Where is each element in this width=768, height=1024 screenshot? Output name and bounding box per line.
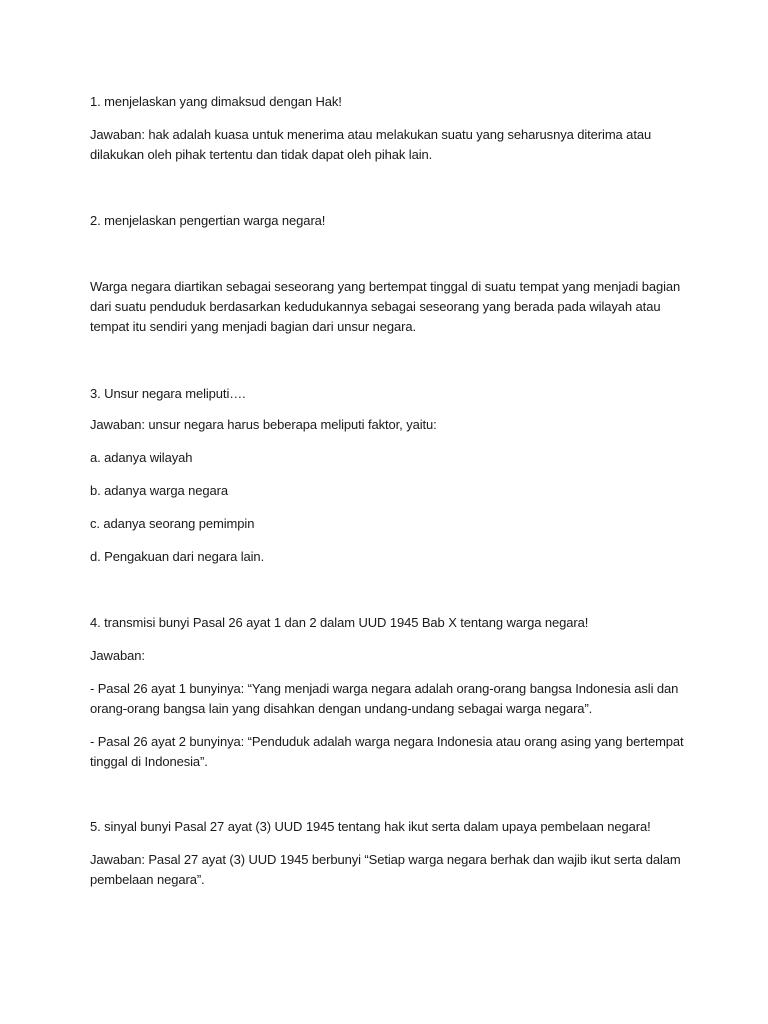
question-3: 3. Unsur negara meliputi…. [90,386,246,401]
answer-2: Warga negara diartikan sebagai seseorang yang bertempat tinggal di suatu tempat yang menjadi bagian dari suatu penduduk berdasarkan kedudukannya sebagai seseorang yang berada pada wilayah atau tempat itu sendiri yang menjadi bagian dari unsur negara. [90,279,681,334]
answer-3-intro: Jawaban: unsur negara harus beberapa meliputi faktor, yaitu: [90,417,437,432]
question-2: 2. menjelaskan pengertian warga negara! [90,213,326,228]
answer-5: Jawaban: Pasal 27 ayat (3) UUD 1945 berbunyi “Setiap warga negara berhak dan wajib ikut serta dalam pembelaan negara”. [90,852,681,887]
answer-4-label: Jawaban: [90,648,145,663]
question-4: 4. transmisi bunyi Pasal 26 ayat 1 dan 2 dalam UUD 1945 Bab X tentang warga negara! [90,615,589,630]
answer-3-item-a: a. adanya wilayah [90,450,193,465]
answer-4-pasal-26-ayat-1: - Pasal 26 ayat 1 bunyinya: “Yang menjadi warga negara adalah orang-orang bangsa Indonesia asli dan orang-orang bangsa lain yang disahkan dengan undang-undang sebagai warga negara”. [90,681,679,716]
answer-1: Jawaban: hak adalah kuasa untuk menerima atau melakukan suatu yang seharusnya diterima atau dilakukan oleh pihak tertentu dan tidak dapat oleh pihak lain. [90,127,652,162]
answer-3-item-c: c. adanya seorang pemimpin [90,516,255,531]
question-1: 1. menjelaskan yang dimaksud dengan Hak! [90,94,342,109]
answer-3-item-b: b. adanya warga negara [90,483,229,498]
question-5: 5. sinyal bunyi Pasal 27 ayat (3) UUD 1945 tentang hak ikut serta dalam upaya pembelaan negara! [90,819,651,834]
answer-4-pasal-26-ayat-2: - Pasal 26 ayat 2 bunyinya: “Penduduk adalah warga negara Indonesia atau orang asing yang bertempat tinggal di Indonesia”. [90,734,684,769]
answer-3-item-d: d. Pengakuan dari negara lain. [90,549,265,564]
